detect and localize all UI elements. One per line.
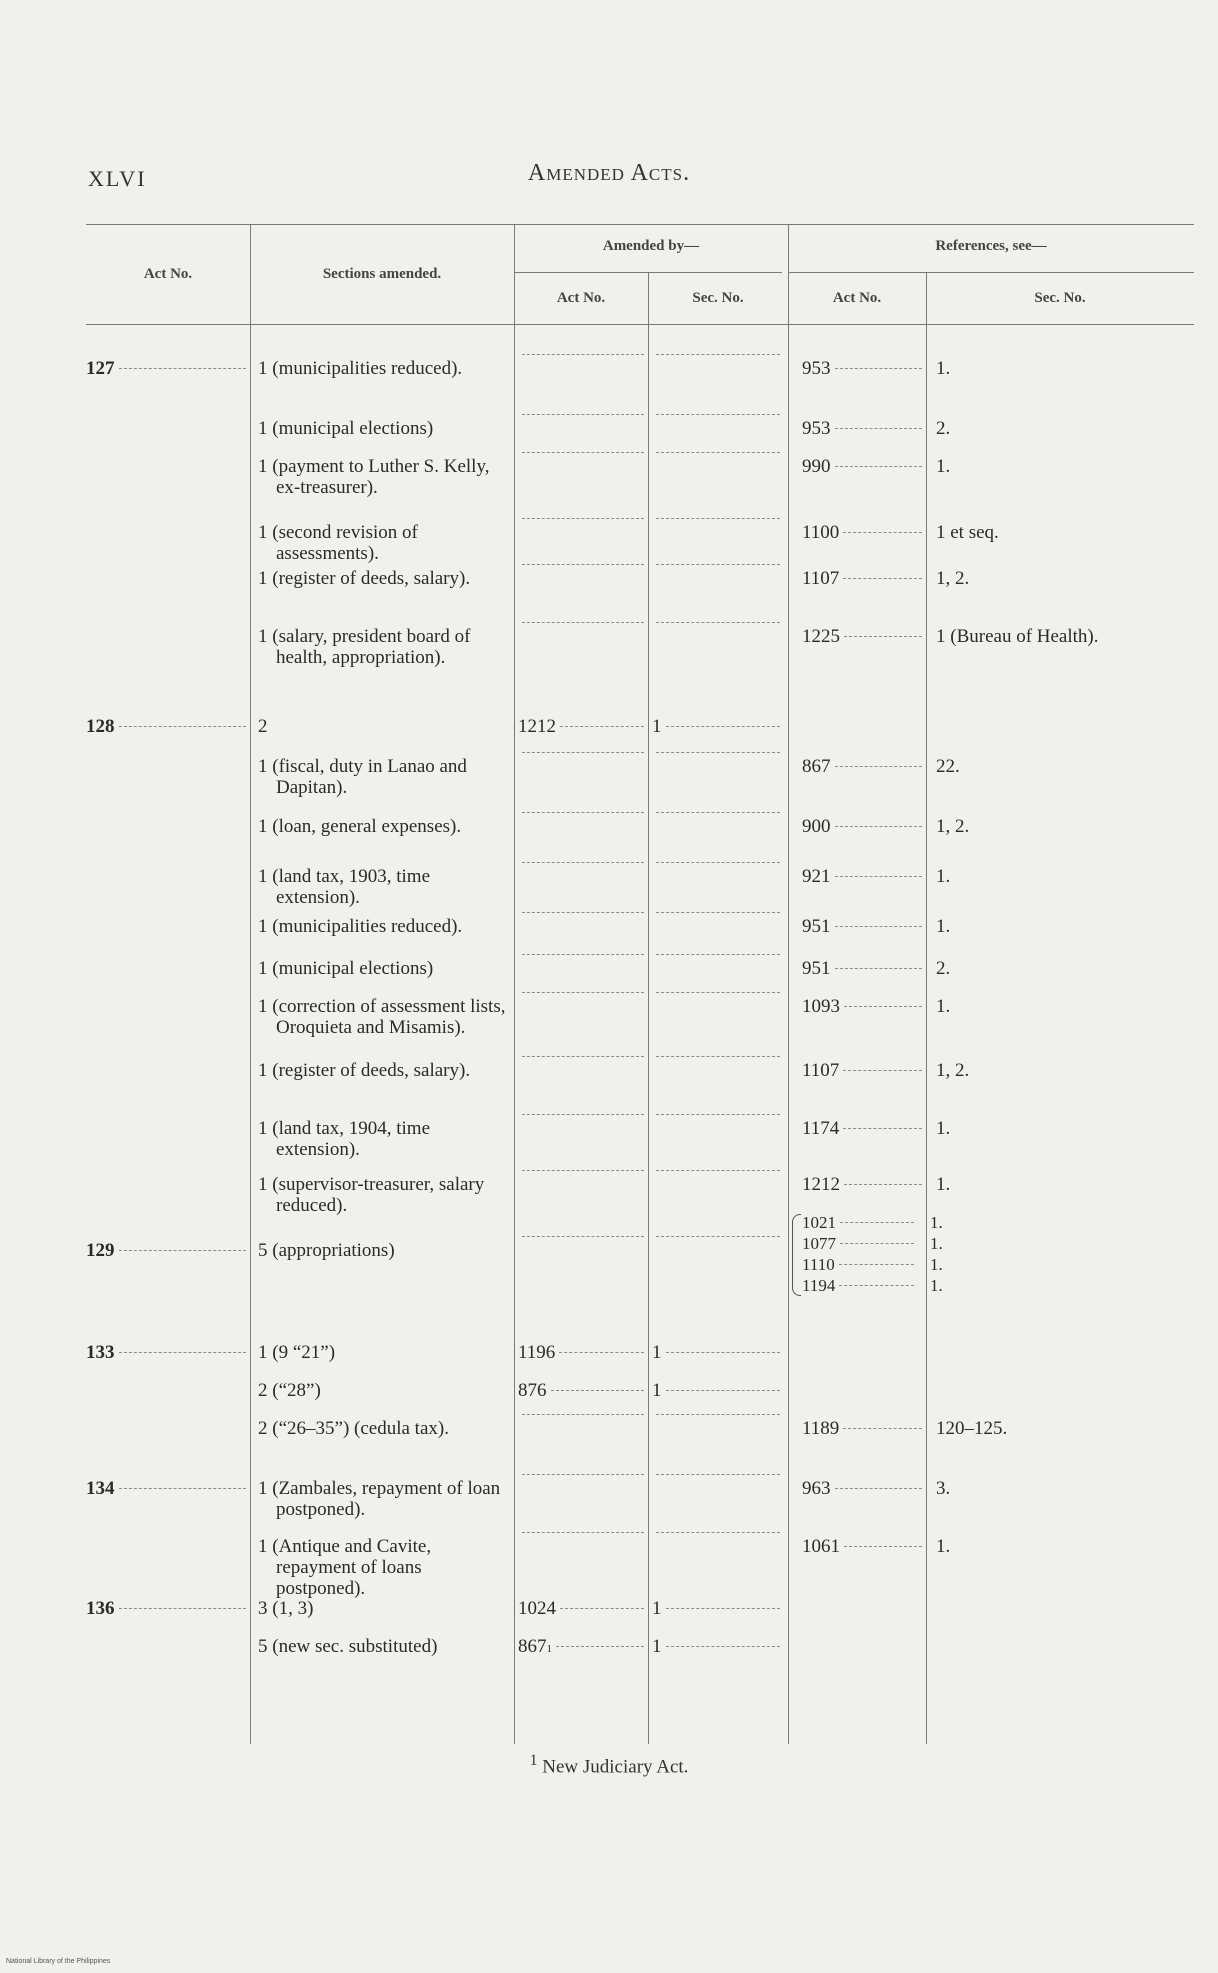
leader-dots — [656, 413, 780, 415]
leader-dots — [559, 1351, 644, 1353]
header-sub-rule-references — [788, 272, 1194, 273]
ref-act-no — [802, 756, 922, 777]
leader-dots — [656, 861, 780, 863]
amended-sec-no — [652, 756, 780, 758]
leader-dots — [656, 911, 780, 913]
ref-act-no — [802, 1254, 914, 1275]
footnote-text: New Judiciary Act. — [542, 1756, 689, 1778]
leader-dots — [835, 875, 923, 877]
ref-sec-no: 1. — [936, 358, 951, 379]
reference-line — [802, 1254, 1192, 1275]
leader-dots — [522, 1169, 644, 1171]
act-no: 128 — [86, 716, 115, 737]
leader-dots — [835, 967, 923, 969]
section-amended — [258, 716, 506, 737]
act-no: 136 — [86, 1598, 115, 1619]
leader-dots — [666, 1607, 781, 1609]
section-amended — [258, 456, 506, 498]
leader-dots — [522, 911, 644, 913]
page-number: XLVI — [88, 166, 147, 191]
leader-dots — [843, 1127, 922, 1129]
amended-sec-value: 1 — [652, 1598, 662, 1619]
section-amended — [258, 816, 506, 837]
ref-act-value: 1107 — [802, 1060, 840, 1081]
amended-sec-no — [652, 1174, 780, 1176]
ref-act-value: 1107 — [802, 568, 840, 589]
amended-sec-no — [652, 456, 780, 458]
ref-act-value: 953 — [802, 418, 831, 439]
amended-act-value: 876 — [518, 1380, 547, 1401]
leader-dots — [556, 1645, 644, 1647]
leader-dots — [656, 563, 780, 565]
ref-act-no — [802, 1275, 914, 1296]
ref-act-no — [802, 1212, 914, 1233]
ref-sec-no: 1. — [936, 1118, 951, 1139]
leader-dots — [656, 1473, 780, 1475]
section-amended-text: 1 (municipal elections) — [258, 418, 434, 439]
section-amended — [258, 1536, 506, 1599]
amended-act-no — [518, 1060, 644, 1062]
leader-dots — [551, 1389, 645, 1391]
ref-act-value: 1110 — [802, 1255, 835, 1274]
section-amended — [258, 866, 506, 908]
section-amended — [258, 418, 506, 439]
ref-act-value: 1077 — [802, 1234, 836, 1253]
leader-dots — [656, 811, 780, 813]
section-amended-text: 1 (register of deeds, salary). — [258, 1060, 471, 1081]
brace-icon — [792, 1214, 801, 1296]
amended-act-no — [518, 358, 644, 360]
leader-dots — [522, 751, 644, 753]
amended-act-no — [518, 1342, 644, 1363]
ref-act-value: 951 — [802, 916, 831, 937]
leader-dots — [656, 517, 780, 519]
ref-act-no — [802, 626, 922, 647]
leader-dots — [119, 1487, 247, 1489]
ref-sec-no: 1. — [936, 996, 951, 1017]
ref-act-value: 1194 — [802, 1276, 836, 1295]
leader-dots — [522, 353, 644, 355]
act-no: 127 — [86, 358, 115, 379]
ref-sec-no: 1. — [936, 456, 951, 477]
amended-sec-value: 1 — [652, 1380, 662, 1401]
ref-act-no — [802, 1060, 922, 1081]
leader-dots — [656, 1235, 780, 1237]
leader-dots — [522, 1235, 644, 1237]
ref-sec-no: 1 et seq. — [936, 522, 999, 543]
header-amended-sec-no: Sec. No. — [692, 290, 744, 306]
leader-dots — [843, 531, 922, 533]
leader-dots — [839, 1263, 914, 1265]
leader-dots — [656, 353, 780, 355]
amended-sec-no — [652, 568, 780, 570]
act-no-cell — [86, 1342, 246, 1363]
ref-act-no — [802, 866, 922, 887]
amended-sec-no — [652, 1478, 780, 1480]
footnote-marker: 1 — [529, 1752, 538, 1769]
footnote — [0, 1752, 1218, 1778]
amended-act-no — [518, 418, 644, 420]
library-stamp: National Library of the Philippines — [6, 1958, 111, 1965]
amended-sec-no — [652, 1118, 780, 1120]
section-amended-text: 3 (1, 3) — [258, 1598, 314, 1619]
ref-sec-no: 3. — [936, 1478, 951, 1499]
ref-sec-no: 1. — [936, 916, 951, 937]
ref-act-no — [802, 1118, 922, 1139]
ref-act-value: 1100 — [802, 522, 840, 543]
leader-dots — [656, 1169, 780, 1171]
leader-dots — [656, 953, 780, 955]
leader-dots — [839, 1284, 914, 1286]
reference-line — [802, 1212, 1192, 1233]
section-amended — [258, 1636, 506, 1657]
leader-dots — [844, 1183, 922, 1185]
ref-sec-no: 1 (Bureau of Health). — [936, 626, 1099, 647]
act-no-cell — [86, 1240, 246, 1261]
ref-sec-no: 2. — [936, 418, 951, 439]
leader-dots — [656, 751, 780, 753]
section-amended-text: 1 (register of deeds, salary). — [258, 568, 471, 589]
leader-dots — [656, 451, 780, 453]
amended-act-no — [518, 1636, 644, 1660]
ref-sec-no: 1, 2. — [936, 816, 970, 837]
section-amended-text: 1 (Antique and Cavite, repayment of loans postponed). — [258, 1536, 432, 1599]
leader-dots — [844, 1005, 922, 1007]
amended-sec-no — [652, 958, 780, 960]
amended-sec-no — [652, 816, 780, 818]
leader-dots — [522, 1113, 644, 1115]
leader-dots — [666, 725, 781, 727]
section-amended — [258, 1118, 506, 1160]
section-amended-text: 1 (municipal elections) — [258, 958, 434, 979]
leader-dots — [522, 953, 644, 955]
amended-sec-no — [652, 1342, 780, 1363]
leader-dots — [843, 1427, 922, 1429]
amended-sec-no — [652, 626, 780, 628]
col-rule-3 — [648, 272, 649, 1744]
leader-dots — [844, 1545, 922, 1547]
section-amended-text: 1 (payment to Luther S. Kelly, ex-treasurer). — [258, 456, 490, 498]
table-top-rule — [86, 224, 1194, 225]
section-amended-text: 2 — [258, 716, 268, 737]
leader-dots — [522, 1531, 644, 1533]
section-amended-text: 1 (municipalities reduced). — [258, 358, 463, 379]
leader-dots — [656, 991, 780, 993]
ref-act-no — [802, 456, 922, 477]
amended-act-no — [518, 996, 644, 998]
leader-dots — [522, 517, 644, 519]
ref-act-no — [802, 1478, 922, 1499]
section-amended — [258, 1418, 506, 1439]
ref-act-no — [802, 358, 922, 379]
header-amended-act-no: Act No. — [556, 290, 606, 306]
leader-dots — [666, 1645, 781, 1647]
section-amended — [258, 1060, 506, 1081]
amended-act-no — [518, 1380, 644, 1401]
leader-dots — [840, 1242, 914, 1244]
leader-dots — [835, 367, 923, 369]
leader-dots — [560, 1607, 644, 1609]
leader-dots — [835, 765, 923, 767]
section-amended — [258, 1174, 506, 1216]
col-rule-5 — [926, 272, 927, 1744]
amended-act-no — [518, 756, 644, 758]
amended-sec-no — [652, 916, 780, 918]
amended-act-no — [518, 716, 644, 737]
amended-act-value: 1196 — [518, 1342, 556, 1363]
amended-sec-no — [652, 716, 780, 737]
leader-dots — [522, 1413, 644, 1415]
ref-act-no — [802, 1536, 922, 1557]
section-amended-text: 5 (new sec. substituted) — [258, 1636, 438, 1657]
ref-sec-no: 1, 2. — [936, 568, 970, 589]
act-no: 133 — [86, 1342, 115, 1363]
amended-sec-no — [652, 522, 780, 524]
amended-act-no — [518, 816, 644, 818]
footnote-ref: 1 — [546, 1643, 552, 1655]
leader-dots — [119, 1351, 247, 1353]
section-amended-text: 1 (9 “21”) — [258, 1342, 336, 1363]
leader-dots — [522, 621, 644, 623]
amended-act-no — [518, 958, 644, 960]
leader-dots — [522, 861, 644, 863]
section-amended — [258, 958, 506, 979]
leader-dots — [656, 621, 780, 623]
section-amended — [258, 1240, 506, 1261]
section-amended — [258, 358, 506, 379]
section-amended-text: 5 (appropriations) — [258, 1240, 395, 1261]
amended-sec-no — [652, 1418, 780, 1420]
leader-dots — [522, 1473, 644, 1475]
header-references-see: References, see— — [935, 238, 1047, 254]
leader-dots — [656, 1113, 780, 1115]
section-amended — [258, 522, 506, 564]
ref-act-no — [802, 1174, 922, 1195]
amended-act-no — [518, 866, 644, 868]
ref-act-no — [802, 816, 922, 837]
amended-sec-no — [652, 418, 780, 420]
ref-sec-no: 1, 2. — [936, 1060, 970, 1081]
leader-dots — [522, 413, 644, 415]
leader-dots — [560, 725, 644, 727]
reference-line — [802, 1233, 1192, 1254]
section-amended-text: 1 (loan, general expenses). — [258, 816, 462, 837]
leader-dots — [666, 1351, 781, 1353]
section-amended-text: 1 (land tax, 1903, time extension). — [258, 866, 431, 908]
ref-sec-no: 1. — [936, 866, 951, 887]
header-bottom-rule — [86, 324, 1194, 325]
act-no-cell — [86, 1598, 246, 1619]
leader-dots — [656, 1531, 780, 1533]
leader-dots — [840, 1221, 914, 1223]
leader-dots — [522, 563, 644, 565]
amended-act-no — [518, 1118, 644, 1120]
section-amended-text: 1 (municipalities reduced). — [258, 916, 463, 937]
amended-sec-no — [652, 358, 780, 360]
section-amended-text: 1 (salary, president board of health, appropriation). — [258, 626, 471, 668]
section-amended — [258, 1342, 506, 1363]
header-ref-sec-no: Sec. No. — [1034, 290, 1086, 306]
leader-dots — [843, 1069, 922, 1071]
leader-dots — [835, 825, 923, 827]
ref-act-value: 1212 — [802, 1174, 840, 1195]
ref-act-no — [802, 568, 922, 589]
ref-act-value: 1189 — [802, 1418, 840, 1439]
leader-dots — [835, 427, 923, 429]
leader-dots — [656, 1413, 780, 1415]
ref-sec-no: 1. — [936, 1174, 951, 1195]
ref-act-value: 1225 — [802, 626, 840, 647]
section-amended — [258, 916, 506, 937]
ref-act-value: 921 — [802, 866, 831, 887]
leader-dots — [843, 577, 922, 579]
leader-dots — [835, 925, 923, 927]
amended-act-no — [518, 568, 644, 570]
amended-sec-no — [652, 866, 780, 868]
section-amended-text: 1 (second revision of assessments). — [258, 522, 418, 564]
header-ref-act-no: Act No. — [832, 290, 882, 306]
amended-sec-no — [652, 1636, 780, 1657]
section-amended-text: 2 (“26–35”) (cedula tax). — [258, 1418, 449, 1439]
section-amended — [258, 1478, 506, 1520]
amended-act-no — [518, 1478, 644, 1480]
ref-act-no — [802, 958, 922, 979]
leader-dots — [522, 451, 644, 453]
ref-act-value: 867 — [802, 756, 831, 777]
ref-sec-value: 1. — [930, 1213, 943, 1232]
amended-sec-no — [652, 1240, 780, 1242]
amended-sec-no — [652, 996, 780, 998]
ref-act-no — [802, 418, 922, 439]
section-amended-text: 1 (land tax, 1904, time extension). — [258, 1118, 431, 1160]
col-rule-2 — [514, 224, 515, 1744]
ref-act-no — [802, 1418, 922, 1439]
section-amended — [258, 568, 506, 589]
section-amended — [258, 1598, 506, 1619]
leader-dots — [835, 1487, 923, 1489]
act-no-cell — [86, 1478, 246, 1499]
ref-act-value: 1021 — [802, 1213, 836, 1232]
amended-sec-no — [652, 1380, 780, 1401]
ref-act-value: 1174 — [802, 1118, 840, 1139]
amended-sec-value: 1 — [652, 1636, 662, 1657]
amended-sec-value: 1 — [652, 716, 662, 737]
section-amended-text: 1 (fiscal, duty in Lanao and Dapitan). — [258, 756, 467, 798]
leader-dots — [119, 1607, 247, 1609]
ref-act-value: 900 — [802, 816, 831, 837]
ref-sec-value: 1. — [930, 1255, 943, 1274]
section-amended-text: 2 (“28”) — [258, 1380, 321, 1401]
section-amended — [258, 626, 506, 668]
section-amended-text: 1 (correction of assessment lists, Oroquieta and Misamis). — [258, 996, 506, 1038]
amended-act-no — [518, 1536, 644, 1538]
amended-act-no — [518, 1174, 644, 1176]
ref-act-value: 990 — [802, 456, 831, 477]
leader-dots — [119, 1249, 247, 1251]
section-amended-text: 1 (Zambales, repayment of loan postponed). — [258, 1478, 501, 1520]
ref-sec-no: 2. — [936, 958, 951, 979]
leader-dots — [835, 465, 923, 467]
ref-act-no — [802, 522, 922, 543]
col-rule-1 — [250, 224, 251, 1744]
ref-sec-no: 120–125. — [936, 1418, 1008, 1439]
amended-act-value: 1212 — [518, 716, 556, 737]
ref-sec-value: 1. — [930, 1234, 943, 1253]
ref-act-value: 963 — [802, 1478, 831, 1499]
leader-dots — [656, 1055, 780, 1057]
amended-sec-no — [652, 1598, 780, 1619]
amended-act-value: 867 — [518, 1636, 547, 1657]
section-amended — [258, 756, 506, 798]
amended-act-value: 1024 — [518, 1598, 556, 1619]
col-rule-4 — [788, 224, 789, 1744]
act-no: 134 — [86, 1478, 115, 1499]
reference-line — [802, 1275, 1192, 1296]
leader-dots — [119, 725, 247, 727]
amended-act-no — [518, 522, 644, 524]
header-amended-by: Amended by— — [602, 238, 700, 254]
amended-act-no — [518, 916, 644, 918]
header-sections-amended: Sections amended. — [322, 266, 442, 282]
ref-act-value: 953 — [802, 358, 831, 379]
leader-dots — [522, 991, 644, 993]
amended-act-no — [518, 626, 644, 628]
header-act-no: Act No. — [143, 266, 193, 282]
amended-act-no — [518, 1240, 644, 1242]
section-amended — [258, 1380, 506, 1401]
leader-dots — [666, 1389, 781, 1391]
ref-sec-value: 1. — [930, 1276, 943, 1295]
ref-act-no — [802, 996, 922, 1017]
leader-dots — [119, 367, 247, 369]
amended-sec-no — [652, 1060, 780, 1062]
amended-sec-no — [652, 1536, 780, 1538]
ref-sec-no: 22. — [936, 756, 960, 777]
amended-acts-table — [86, 220, 1194, 1750]
amended-act-no — [518, 456, 644, 458]
ref-act-value: 1061 — [802, 1536, 840, 1557]
act-no-cell — [86, 358, 246, 379]
section-amended-text: 1 (supervisor-treasurer, salary reduced). — [258, 1174, 485, 1216]
leader-dots — [844, 635, 922, 637]
amended-act-no — [518, 1598, 644, 1619]
act-no: 129 — [86, 1240, 115, 1261]
section-amended — [258, 996, 506, 1038]
ref-act-value: 1093 — [802, 996, 840, 1017]
amended-act-no — [518, 1418, 644, 1420]
amended-sec-value: 1 — [652, 1342, 662, 1363]
leader-dots — [522, 811, 644, 813]
page-title: Amended Acts. — [527, 160, 691, 186]
leader-dots — [522, 1055, 644, 1057]
ref-act-no — [802, 1233, 914, 1254]
ref-act-no — [802, 916, 922, 937]
ref-act-value: 951 — [802, 958, 831, 979]
ref-sec-no: 1. — [936, 1536, 951, 1557]
act-no-cell — [86, 716, 246, 737]
